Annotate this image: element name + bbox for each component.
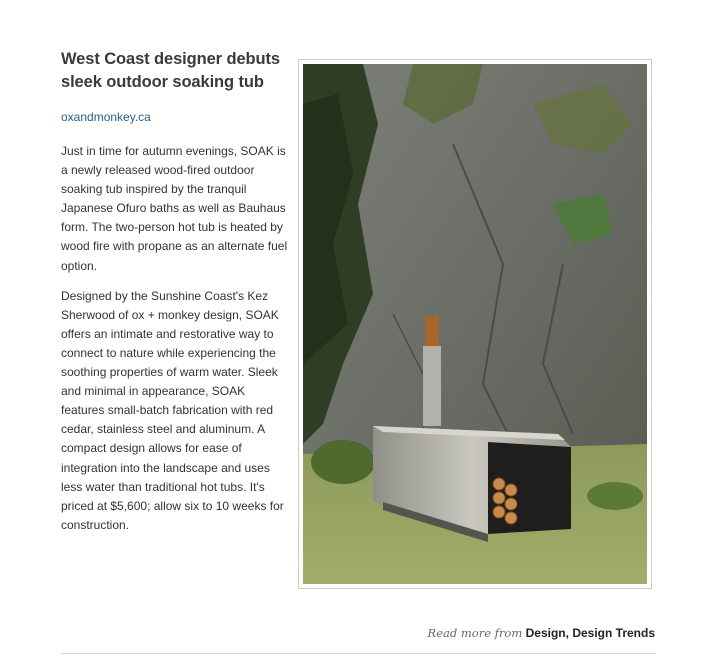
article-paragraph-1: Just in time for autumn evenings, SOAK is a newly released wood-fired outdoor soaking tub inspired by the tranquil Japanese Ofuro baths as well as Bauhaus form. The two-person hot tub is heated by wood fire with propane as an alternate fuel option.: [61, 144, 288, 273]
article-paragraph-2: Designed by the Sunshine Coast's Kez Sherwood of ox + monkey design, SOAK offers an intimate and restorative way to connect to nature while experiencing the soothing properties of warm water. Sleek and minimal in appearance, SOAK features small-batch fabrication with red cedar, stainless steel and aluminum. A compact design allows for ease of integration into the landscape and uses less water than traditional hot tubs. It's priced at $5,600; allow six to 10 weeks for construction.: [61, 288, 284, 532]
article-text-column: [61, 48, 289, 535]
read-more-prefix: Read more from: [427, 626, 523, 640]
article: [61, 0, 655, 662]
category-link-design-trends[interactable]: Design Trends: [572, 626, 655, 640]
source-link[interactable]: oxandmonkey.ca: [61, 110, 151, 124]
category-separator: ,: [565, 626, 569, 640]
article-photo-frame: [298, 59, 652, 589]
article-headline: West Coast designer debuts sleek outdoor soaking tub: [61, 50, 280, 91]
read-more: [428, 625, 655, 641]
soaking-tub-photo: [303, 64, 647, 584]
bottom-divider: [61, 653, 655, 654]
photo-illustration: [303, 64, 647, 584]
category-link-design[interactable]: Design: [525, 626, 566, 640]
